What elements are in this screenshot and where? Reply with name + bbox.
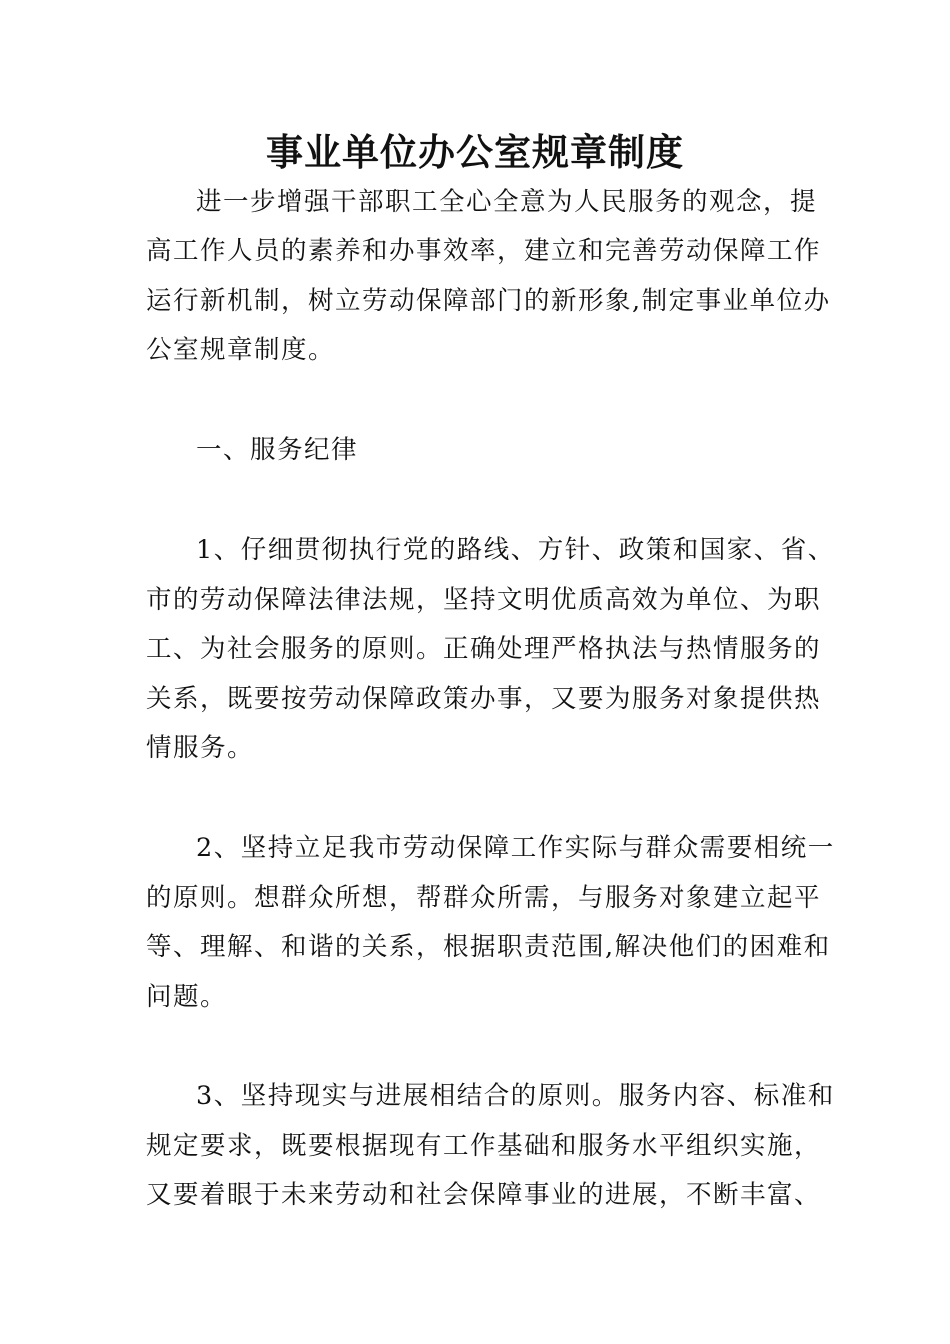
document-title: 事业单位办公室规章制度 xyxy=(266,130,684,174)
intro-line-2: 高工作人员的素养和办事效率，建立和完善劳动保障工作 xyxy=(146,236,822,266)
item-3-line-3: 又要着眼于未来劳动和社会保障事业的进展，不断丰富、 xyxy=(146,1180,822,1210)
item-1-line-5: 情服务。 xyxy=(146,733,255,763)
item-2-line-2: 的原则。想群众所想，帮群众所需，与服务对象建立起平 xyxy=(146,883,822,913)
item-3-line-1: 3、坚持现实与进展相结合的原则。服务内容、标准和 xyxy=(196,1081,835,1111)
item-1-line-2: 市的劳动保障法律法规，坚持文明优质高效为单位、为职 xyxy=(146,585,822,615)
section-heading: 一、服务纪律 xyxy=(196,435,359,465)
intro-line-4: 公室规章制度。 xyxy=(146,335,336,365)
intro-line-1: 进一步增强干部职工全心全意为人民服务的观念，提 xyxy=(196,187,818,217)
item-3-line-2: 规定要求，既要根据现有工作基础和服务水平组织实施， xyxy=(146,1131,822,1161)
intro-line-3: 运行新机制，树立劳动保障部门的新形象,制定事业单位办 xyxy=(146,286,831,316)
item-1-line-1: 1、仔细贯彻执行党的路线、方针、政策和国家、省、 xyxy=(196,535,835,565)
item-2-line-3: 等、理解、和谐的关系，根据职责范围,解决他们的困难和 xyxy=(146,932,831,962)
item-1-line-4: 关系，既要按劳动保障政策办事，又要为服务对象提供热 xyxy=(146,684,822,714)
item-2-line-4: 问题。 xyxy=(146,982,228,1012)
item-2-line-1: 2、坚持立足我市劳动保障工作实际与群众需要相统一 xyxy=(196,833,835,863)
item-1-line-3: 工、为社会服务的原则。正确处理严格执法与热情服务的 xyxy=(146,634,822,664)
